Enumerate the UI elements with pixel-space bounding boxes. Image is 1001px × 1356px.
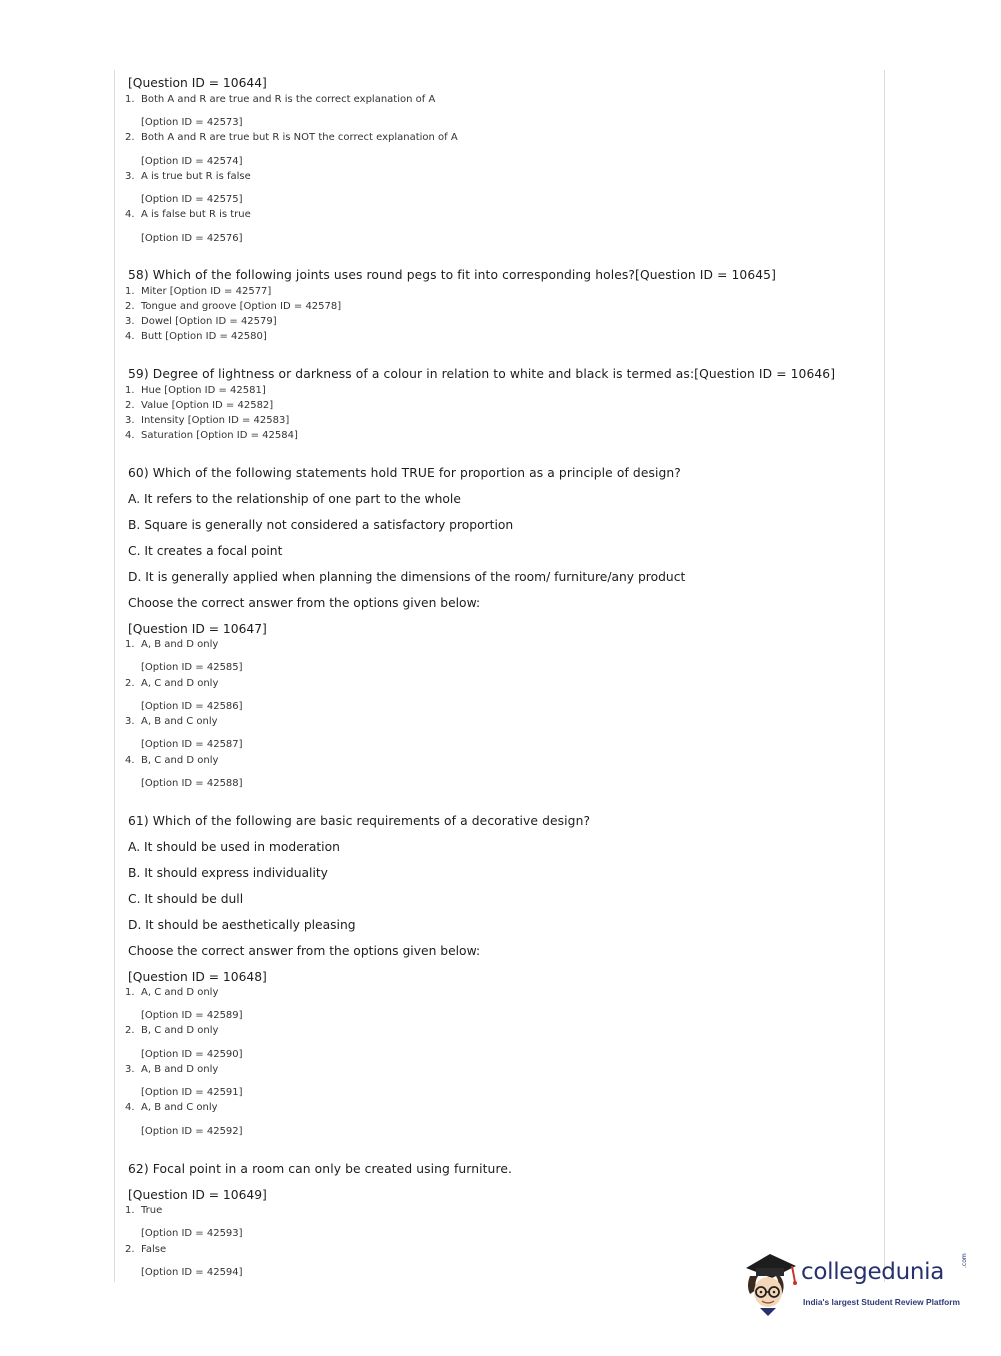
option-text: A, C and D only	[141, 678, 219, 689]
option-text: Saturation [Option ID = 42584]	[141, 430, 298, 441]
option-text: True	[141, 1205, 163, 1216]
option-number: 3.	[125, 1064, 135, 1075]
option-text: Butt [Option ID = 42580]	[141, 331, 267, 342]
option-text: A is true but R is false	[141, 171, 251, 182]
option-text: B, C and D only	[141, 755, 219, 766]
option-number: 2.	[125, 678, 135, 689]
option-id: [Option ID = 42590]	[141, 1049, 243, 1060]
option-number: 1.	[125, 639, 135, 650]
right-margin-rule	[884, 70, 885, 1282]
option-number: 4.	[125, 209, 135, 220]
statement: A. It should be used in moderation	[128, 840, 340, 854]
option-id: [Option ID = 42576]	[141, 233, 243, 244]
option-text: A, B and D only	[141, 1064, 219, 1075]
option-number: 2.	[125, 1244, 135, 1255]
option-text: Dowel [Option ID = 42579]	[141, 316, 277, 327]
option-id: [Option ID = 42585]	[141, 662, 243, 673]
option-number: 3.	[125, 316, 135, 327]
option-text: False	[141, 1244, 167, 1255]
option-text: Intensity [Option ID = 42583]	[141, 415, 290, 426]
question-header: 60) Which of the following statements hold TRUE for proportion as a principle of design?	[128, 466, 681, 480]
option-text: A, B and D only	[141, 639, 219, 650]
option-id: [Option ID = 42575]	[141, 194, 243, 205]
option-number: 1.	[125, 987, 135, 998]
option-text: Both A and R are true and R is the correct explanation of A	[141, 94, 436, 105]
option-number: 2.	[125, 1025, 135, 1036]
option-id: [Option ID = 42573]	[141, 117, 243, 128]
option-number: 3.	[125, 415, 135, 426]
option-number: 1.	[125, 385, 135, 396]
option-id: [Option ID = 42591]	[141, 1087, 243, 1098]
option-id: [Option ID = 42587]	[141, 739, 243, 750]
option-number: 4.	[125, 1102, 135, 1113]
question-id: [Question ID = 10644]	[128, 76, 267, 90]
question-id: [Question ID = 10649]	[128, 1188, 267, 1202]
collegedunia-logo	[740, 1246, 970, 1318]
option-number: 3.	[125, 171, 135, 182]
option-id: [Option ID = 42592]	[141, 1126, 243, 1137]
brand-name: collegedunia	[801, 1259, 945, 1285]
option-id: [Option ID = 42574]	[141, 156, 243, 167]
question-id: [Question ID = 10648]	[128, 970, 267, 984]
statement: A. It refers to the relationship of one part to the whole	[128, 492, 461, 506]
instruction: Choose the correct answer from the options given below:	[128, 596, 481, 610]
option-number: 2.	[125, 132, 135, 143]
brand-tagline: India's largest Student Review Platform	[803, 1297, 960, 1307]
option-text: Tongue and groove [Option ID = 42578]	[141, 301, 342, 312]
option-number: 2.	[125, 301, 135, 312]
option-id: [Option ID = 42593]	[141, 1228, 243, 1239]
option-text: Hue [Option ID = 42581]	[141, 385, 266, 396]
option-number: 4.	[125, 430, 135, 441]
statement: B. It should express individuality	[128, 866, 328, 880]
option-text: A is false but R is true	[141, 209, 251, 220]
option-number: 4.	[125, 755, 135, 766]
left-margin-rule	[114, 70, 115, 1282]
option-id: [Option ID = 42589]	[141, 1010, 243, 1021]
question-header: 61) Which of the following are basic requirements of a decorative design?	[128, 814, 591, 828]
statement: D. It should be aesthetically pleasing	[128, 918, 356, 932]
option-text: Both A and R are true but R is NOT the correct explanation of A	[141, 132, 458, 143]
question-header: 58) Which of the following joints uses round pegs to fit into corresponding holes?[Question ID = 10645]	[128, 268, 776, 282]
question-header: 62) Focal point in a room can only be created using furniture.	[128, 1162, 513, 1176]
option-number: 1.	[125, 94, 135, 105]
option-text: A, B and C only	[141, 1102, 218, 1113]
statement: B. Square is generally not considered a satisfactory proportion	[128, 518, 514, 532]
question-id: [Question ID = 10647]	[128, 622, 267, 636]
option-id: [Option ID = 42586]	[141, 701, 243, 712]
option-number: 1.	[125, 1205, 135, 1216]
option-number: 1.	[125, 286, 135, 297]
option-text: Miter [Option ID = 42577]	[141, 286, 272, 297]
option-number: 4.	[125, 331, 135, 342]
option-number: 3.	[125, 716, 135, 727]
brand-domain: .com	[961, 1253, 968, 1268]
option-id: [Option ID = 42588]	[141, 778, 243, 789]
statement: D. It is generally applied when planning the dimensions of the room/ furniture/any product	[128, 570, 686, 584]
statement: C. It should be dull	[128, 892, 244, 906]
option-text: A, B and C only	[141, 716, 218, 727]
option-text: B, C and D only	[141, 1025, 219, 1036]
option-number: 2.	[125, 400, 135, 411]
statement: C. It creates a focal point	[128, 544, 283, 558]
option-id: [Option ID = 42594]	[141, 1267, 243, 1278]
instruction: Choose the correct answer from the options given below:	[128, 944, 481, 958]
question-header: 59) Degree of lightness or darkness of a colour in relation to white and black is termed as:[Question ID = 10646]	[128, 367, 836, 381]
collegedunia-mascot-logo	[740, 1246, 802, 1318]
option-text: A, C and D only	[141, 987, 219, 998]
option-text: Value [Option ID = 42582]	[141, 400, 274, 411]
